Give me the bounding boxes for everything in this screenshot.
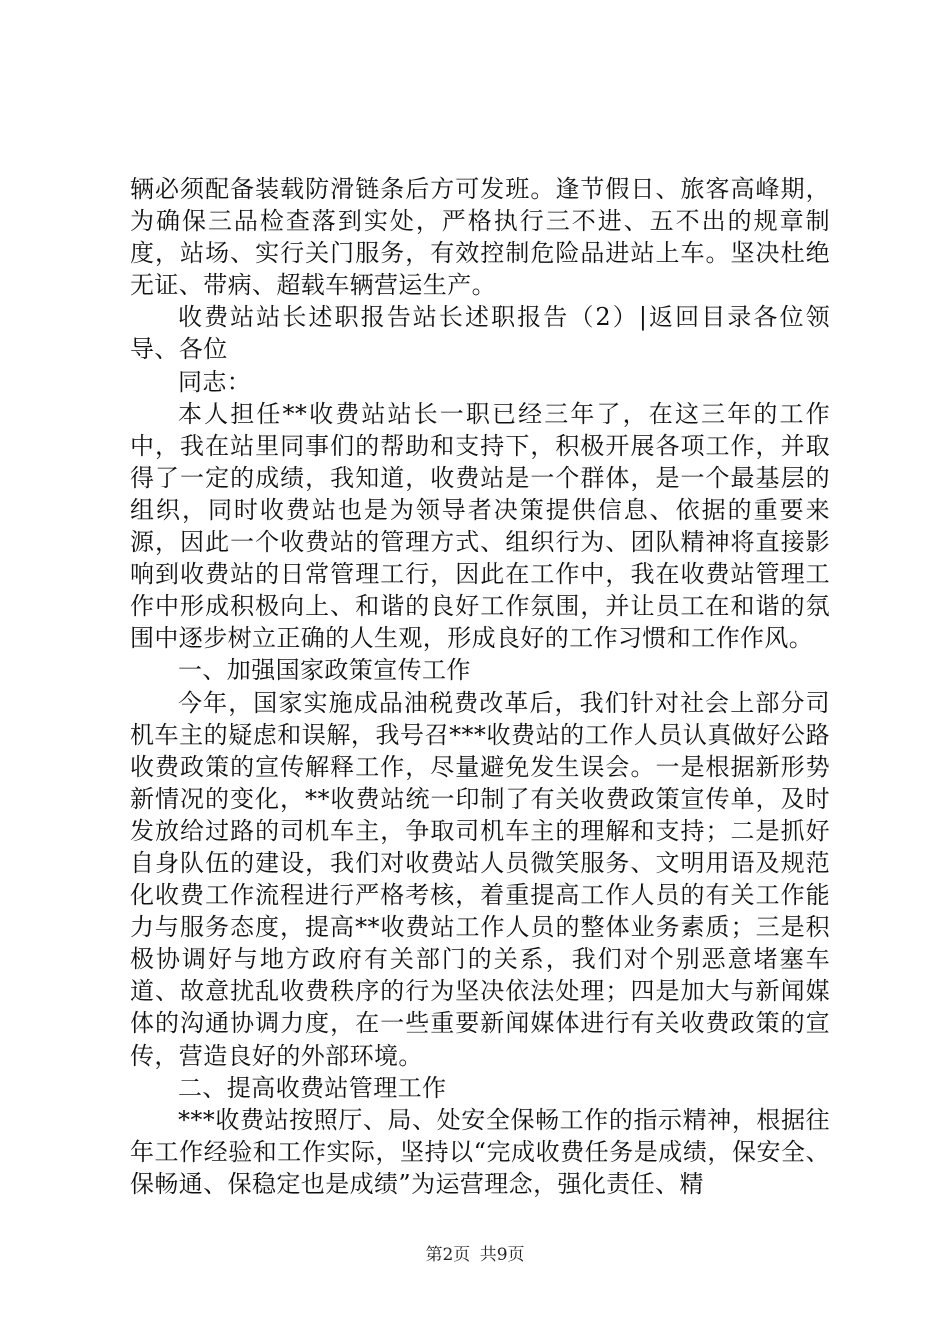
page-number: 第2页	[425, 1245, 471, 1265]
document-body	[130, 173, 830, 1200]
paragraph-introduction: 本人担任**收费站站长一职已经三年了，在这三年的工作中，我在站里同事们的帮助和支持下，积极开展各项工作，并取得了一定的成绩，我知道，收费站是一个群体，是一个最基层的组织，同时收费站也是为领导者决策提供信息、依据的重要来源，因此一个收费站的管理方式、组织行为、团队精神将直接影响到收费站的日常管理工行，因此在工作中，我在收费站管理工作中形成积极向上、和谐的良好工作氛围，并让员工在和谐的氛围中逐步树立正确的人生观，形成良好的工作习惯和工作作风。	[130, 399, 830, 653]
section-heading-1: 一、加强国家政策宣传工作	[178, 656, 471, 685]
page-footer	[0, 1240, 950, 1265]
paragraph-management: ***收费站按照厅、局、处安全保畅工作的指示精神，根据往年工作经验和工作实际，坚持以“完成收费任务是成绩，保安全、保畅通、保稳定也是成绩”为运营理念，强化责任、精	[130, 1105, 830, 1198]
paragraph-continuation: 辆必须配备装载防滑链条后方可发班。逢节假日、旅客高峰期，为确保三品检查落到实处，严格执行三不进、五不出的规章制度，站场、实行关门服务，有效控制危险品进站上车。坚决杜绝无证、带病、超载车辆营运生产。	[130, 175, 830, 300]
section-heading-2: 二、提高收费站管理工作	[178, 1073, 447, 1102]
paragraph-salutation: 同志：	[178, 367, 252, 396]
paragraph-policy-publicity: 今年，国家实施成品油税费改革后，我们针对社会上部分司机车主的疑虑和误解，我号召***收费站的工作人员认真做好公路收费政策的宣传解释工作，尽量避免发生误会。一是根据新形势新情况的变化，**收费站统一印制了有关收费政策宣传单，及时发放给过路的司机车主，争取司机车主的理解和支持；二是抓好自身队伍的建设，我们对收费站人员微笑服务、文明用语及规范化收费工作流程进行严格考核，着重提高工作人员的有关工作能力与服务态度，提高**收费站工作人员的整体业务素质；三是积极协调好与地方政府有关部门的关系，我们对个别恶意堵塞车道、故意扰乱收费秩序的行为坚决依法处理；四是加大与新闻媒体的沟通协调力度，在一些重要新闻媒体进行有关收费政策的宣传，营造良好的外部环境。	[130, 688, 830, 1070]
page-total: 共9页	[479, 1245, 525, 1265]
paragraph-report-title: 收费站站长述职报告站长述职报告（2）|返回目录各位领导、各位	[130, 303, 830, 364]
